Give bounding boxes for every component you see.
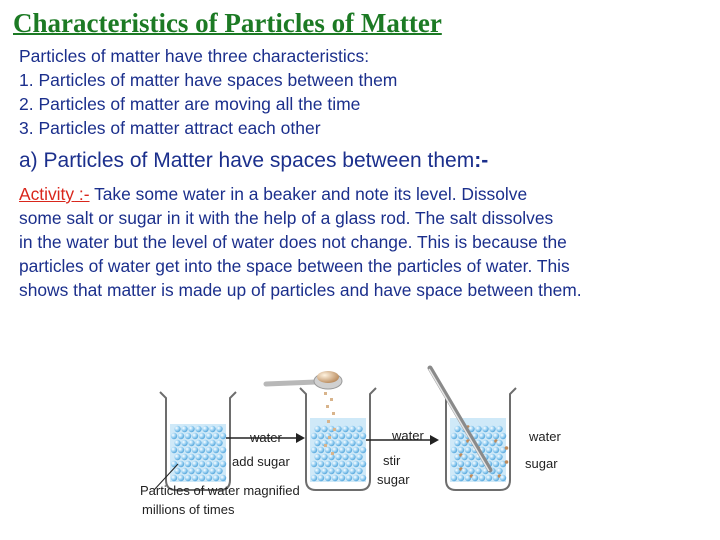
water-particle — [220, 461, 226, 467]
water-particle — [220, 447, 226, 453]
water-particle — [181, 440, 187, 446]
activity-text: Take some water in a beaker and note its level. Dissolve — [89, 184, 528, 204]
water-particle — [328, 440, 334, 446]
water-particle — [314, 440, 320, 446]
water-particle — [451, 461, 457, 467]
water-particle — [472, 461, 478, 467]
water-particle — [199, 475, 205, 481]
water-particle — [213, 461, 219, 467]
water-particle — [209, 454, 215, 460]
water-particle — [199, 461, 205, 467]
water-particle — [206, 461, 212, 467]
water-particle — [328, 468, 334, 474]
sugar-grain — [328, 436, 331, 439]
water-particle — [188, 468, 194, 474]
water-particle — [489, 454, 495, 460]
water-particle — [346, 461, 352, 467]
intro-line: 1. Particles of matter have spaces between them — [19, 70, 398, 90]
arrow-2-head — [430, 435, 439, 445]
water-particle — [321, 426, 327, 432]
sugar-particle — [505, 460, 509, 464]
water-particle — [475, 468, 481, 474]
water-particle — [206, 433, 212, 439]
water-particle — [171, 433, 177, 439]
water-particle — [482, 426, 488, 432]
water-particle — [349, 440, 355, 446]
water-particle — [209, 440, 215, 446]
water-particle — [349, 426, 355, 432]
label-sugar-2: sugar — [377, 472, 410, 487]
water-particle — [171, 447, 177, 453]
water-particle — [206, 475, 212, 481]
water-particle — [199, 433, 205, 439]
water-particle — [181, 468, 187, 474]
water-particle — [195, 468, 201, 474]
water-particle — [213, 475, 219, 481]
water-particle — [185, 447, 191, 453]
label-water-1: water — [250, 430, 282, 445]
sugar-grain — [332, 412, 335, 415]
water-particle — [314, 426, 320, 432]
water-particle — [195, 454, 201, 460]
water-particle — [185, 475, 191, 481]
water-particle — [475, 426, 481, 432]
water-particle — [468, 468, 474, 474]
intro-list — [19, 44, 397, 140]
sugar-grain — [326, 405, 329, 408]
activity-line — [19, 182, 715, 206]
water-particle — [356, 454, 362, 460]
water-particle — [195, 440, 201, 446]
water-particle — [174, 440, 180, 446]
water-particle — [311, 475, 317, 481]
water-particle — [216, 468, 222, 474]
water-particle — [496, 426, 502, 432]
water-particle — [454, 426, 460, 432]
water-particle — [496, 440, 502, 446]
water-particle — [500, 433, 506, 439]
water-particle — [458, 461, 464, 467]
water-particle — [185, 433, 191, 439]
water-particle — [356, 468, 362, 474]
label-water-2: water — [392, 428, 424, 443]
water-particle — [209, 426, 215, 432]
water-particle — [325, 461, 331, 467]
water-particle — [311, 447, 317, 453]
water-particle — [318, 461, 324, 467]
sugar-grain — [333, 428, 336, 431]
water-particle — [339, 475, 345, 481]
intro-line: 2. Particles of matter are moving all the time — [19, 94, 361, 114]
intro-line: Particles of matter have three characteristics: — [19, 46, 370, 66]
beaker-stirred — [429, 368, 516, 490]
water-particle — [486, 447, 492, 453]
water-particle — [318, 447, 324, 453]
figure-caption-line-2: millions of times — [142, 502, 235, 517]
intro-line: 3. Particles of matter attract each other — [19, 118, 321, 138]
water-particle — [468, 454, 474, 460]
water-particle — [342, 468, 348, 474]
beaker-illustration — [128, 352, 608, 528]
water-particle — [486, 475, 492, 481]
activity-label — [19, 184, 90, 204]
water-particle — [493, 433, 499, 439]
activity-line: particles of water get into the space between the particles of water. This — [19, 256, 570, 276]
water-particle — [342, 426, 348, 432]
water-particle — [360, 475, 366, 481]
sugar-particle — [505, 446, 509, 450]
water-particle — [174, 426, 180, 432]
water-particle — [472, 475, 478, 481]
water-particle — [342, 454, 348, 460]
label-water-3: water — [529, 429, 561, 444]
sugar-grain — [327, 420, 330, 423]
water-particle — [353, 475, 359, 481]
water-particle — [220, 433, 226, 439]
water-particle — [458, 447, 464, 453]
water-particle — [496, 454, 502, 460]
water-particle — [174, 454, 180, 460]
beaker-add-sugar — [266, 371, 376, 490]
water-particle — [209, 468, 215, 474]
activity-line: shows that matter is made up of particles and have space between them. — [19, 280, 582, 300]
water-particle — [356, 440, 362, 446]
water-particle — [192, 475, 198, 481]
water-particle — [349, 454, 355, 460]
figure-caption-line-1: Particles of water magnified — [140, 483, 300, 498]
water-particle — [461, 454, 467, 460]
section-heading-separator: :- — [474, 149, 489, 172]
sugar-grain — [331, 452, 334, 455]
water-particle — [353, 461, 359, 467]
water-particle — [188, 440, 194, 446]
water-particle — [342, 440, 348, 446]
water-particle — [346, 433, 352, 439]
water-particle — [349, 468, 355, 474]
water-particle — [339, 447, 345, 453]
sugar-grain — [324, 444, 327, 447]
water-particle — [181, 454, 187, 460]
water-particle — [339, 433, 345, 439]
water-particle — [311, 433, 317, 439]
water-particle — [451, 475, 457, 481]
section-heading — [19, 146, 488, 176]
activity-label-separator: :- — [74, 184, 90, 204]
sugar-heap — [317, 371, 339, 383]
water-particle — [178, 461, 184, 467]
water-particle — [178, 447, 184, 453]
water-particle — [339, 461, 345, 467]
water-particle — [195, 426, 201, 432]
activity-paragraph — [19, 182, 715, 302]
water-particle — [185, 461, 191, 467]
water-particle — [199, 447, 205, 453]
water-particle — [353, 433, 359, 439]
water-particle — [451, 433, 457, 439]
label-add-sugar: add sugar — [232, 454, 290, 469]
water-particle — [216, 440, 222, 446]
water-particle — [314, 454, 320, 460]
arrow-1-head — [296, 433, 305, 443]
water-particle — [356, 426, 362, 432]
water-particle — [314, 468, 320, 474]
label-sugar-3: sugar — [525, 456, 558, 471]
page-title: Characteristics of Particles of Matter — [13, 8, 442, 38]
water-particle — [202, 454, 208, 460]
beaker-water — [160, 392, 236, 490]
water-particle — [335, 426, 341, 432]
activity-line: some salt or sugar in it with the help of a glass rod. The salt dissolves — [19, 208, 554, 228]
water-particle — [335, 468, 341, 474]
water-particle — [202, 468, 208, 474]
label-stir: stir — [383, 453, 401, 468]
water-particle — [206, 447, 212, 453]
water-particle — [486, 433, 492, 439]
sugar-grain — [330, 398, 333, 401]
water-particle — [178, 475, 184, 481]
beaker-illustration-svg — [128, 352, 608, 528]
water-particle — [192, 447, 198, 453]
water-particle — [181, 426, 187, 432]
water-particle — [321, 468, 327, 474]
water-particle — [360, 461, 366, 467]
water-particle — [332, 461, 338, 467]
water-particle — [325, 447, 331, 453]
water-particle — [360, 433, 366, 439]
water-particle — [311, 461, 317, 467]
water-particle — [360, 447, 366, 453]
water-particle — [213, 433, 219, 439]
water-particle — [346, 475, 352, 481]
water-particle — [458, 433, 464, 439]
water-particle — [188, 426, 194, 432]
water-particle — [213, 447, 219, 453]
water-particle — [346, 447, 352, 453]
water-particle — [454, 440, 460, 446]
water-particle — [332, 433, 338, 439]
water-particle — [458, 475, 464, 481]
water-particle — [192, 461, 198, 467]
water-particle — [493, 447, 499, 453]
water-particle — [192, 433, 198, 439]
water-particle — [202, 440, 208, 446]
water-particle — [174, 468, 180, 474]
water-particle — [500, 475, 506, 481]
water-particle — [220, 475, 226, 481]
water-particle — [325, 475, 331, 481]
water-particle — [216, 454, 222, 460]
water-particle — [318, 433, 324, 439]
water-particle — [202, 426, 208, 432]
activity-label-text: Activity — [19, 184, 75, 204]
water-particle — [451, 447, 457, 453]
water-particle — [465, 447, 471, 453]
activity-line: in the water but the level of water does not change. This is because the — [19, 232, 567, 252]
water-particle — [482, 440, 488, 446]
water-particle — [493, 461, 499, 467]
water-particle — [479, 475, 485, 481]
water-particle — [489, 426, 495, 432]
water-particle — [461, 468, 467, 474]
water-particle — [318, 475, 324, 481]
water-particle — [496, 468, 502, 474]
water-particle — [321, 454, 327, 460]
sugar-grain — [324, 392, 327, 395]
water-particle — [171, 475, 177, 481]
spoon-handle — [266, 382, 316, 384]
water-particle — [335, 440, 341, 446]
water-particle — [188, 454, 194, 460]
water-particle — [178, 433, 184, 439]
water-particle — [335, 454, 341, 460]
water-particle — [216, 426, 222, 432]
water-particle — [465, 461, 471, 467]
section-heading-text: a) Particles of Matter have spaces between them — [19, 149, 475, 172]
water-particle — [353, 447, 359, 453]
water-particle — [332, 475, 338, 481]
water-particle — [479, 433, 485, 439]
